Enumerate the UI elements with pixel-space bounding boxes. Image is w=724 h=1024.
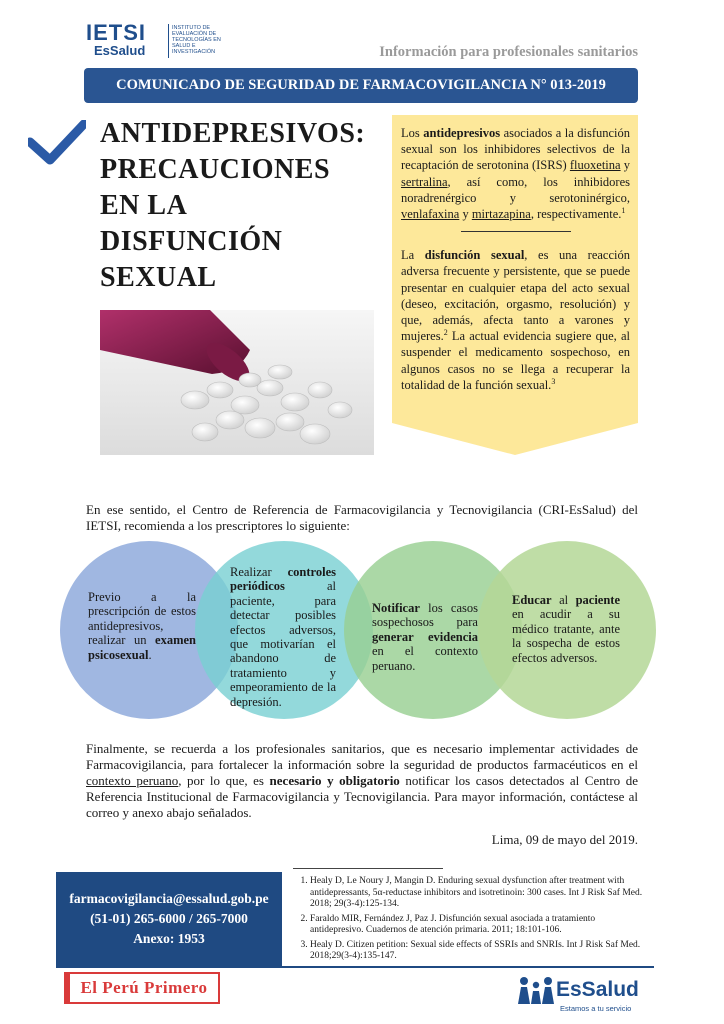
title-line-2: PRECAUCIONES (100, 154, 331, 185)
page-title (100, 116, 370, 296)
essalud-logo (516, 972, 646, 1016)
title-line-5: SEXUAL (100, 262, 217, 293)
callout-paragraph-2: La disfunción sexual, es una reacción adversa frecuente y persistente, que se puede presentar en cualquier etapa del acto sexual (deseo, excitación, orgasmo, resolución) y que, además, afecta tanto a varones y mujeres.$^2$ La actual evidencia sugiere que, al suspender el medicamento sospechoso, en algunos casos no se llega a recuperar la totalidad de la función sexual.$^3$ (401, 248, 630, 392)
intro-paragraph: En ese sentido, el Centro de Referencia de Farmacovigilancia y Tecnovigilancia (CRI-EsSalud) del IETSI, recomienda a los prescriptores lo siguiente: (86, 502, 638, 533)
title-line-4: DISFUNCIÓN (100, 226, 283, 257)
logo-institute-text: INSTITUTO DE EVALUACIÓN DE TECNOLOGÍAS EN SALUD E INVESTIGACIÓN (172, 25, 221, 55)
contact-annex: Anexo: 1953 (133, 931, 205, 946)
recommendation-2-text: Realizar controles periódicos al paciente, para detectar posibles efectos adversos, que motivarían el abandono de tratamiento y empeoramiento de la depresión. (230, 565, 336, 709)
document-date: Lima, 09 de mayo del 2019. (491, 832, 638, 847)
family-icon (516, 976, 556, 1004)
contact-email[interactable]: farmacovigilancia@essalud.gob.pe (69, 891, 269, 906)
pills-photo (100, 310, 374, 455)
recommendation-4-text: Educar al paciente en acudir a su médico tratante, ante la sospecha de estos efectos adversos. (512, 593, 620, 665)
reference-1: 1. Healy D, Le Noury J, Mangin D. Enduring sexual dysfunction after treatment with antidepressants, 5α-reductase inhibitors and isotretinoin: 300 cases. Int J Risk Saf Med. 2018; 29(3-4):125-134. (310, 876, 644, 911)
communique-banner: COMUNICADO DE SEGURIDAD DE FARMACOVIGILANCIA N° 013-2019 (84, 68, 638, 103)
logo-ietsi-text: IETSI (86, 20, 147, 45)
reference-2: 2. Faraldo MIR, Fernández J, Paz J. Disfunción sexual asociada a tratamiento antidepresivo. Cuadernos de atención primaria. 2011; 18:101-106. (310, 914, 644, 937)
title-line-3: EN LA (100, 190, 188, 221)
closing-paragraph: Finalmente, se recuerda a los profesionales sanitarios, que es necesario implementar actividades de Farmacovigilancia, para fortalecer la información sobre la seguridad de productos farmacéuticos en el contexto peruano, por lo que, es necesario y obligatorio notificar los casos detectados al Centro de Referencia Institucional de Farmacovigilancia y Tecnovigilancia. Para mayor información, contáctese al correo y anexo abajo señalados. (86, 741, 638, 820)
callout-separator (461, 231, 571, 232)
contact-phone: (51-01) 265-6000 / 265-7000 (90, 911, 248, 926)
footer-rule (282, 966, 654, 968)
checkmark-icon (28, 120, 86, 170)
logo-divider (168, 24, 169, 58)
ietsi-logo (86, 20, 221, 60)
logo-essalud-text: EsSalud (94, 43, 146, 58)
references (292, 876, 644, 966)
title-line-1: ANTIDEPRESIVOS: (100, 118, 366, 149)
audience-label: Información para profesionales sanitarios (379, 44, 638, 60)
el-peru-primero-logo: El Perú Primero (64, 972, 220, 1004)
info-callout (392, 115, 638, 455)
recommendation-1-text: Previo a la prescripción de estos antidepresivos, realizar un examen psicosexual. (88, 590, 196, 662)
reference-3: 3. Healy D. Citizen petition: Sexual side effects of SSRIs and SNRIs. Int J Risk Saf Med. 2018;29(3-4):135-147. (310, 940, 644, 963)
essalud-brand-text: EsSalud (556, 978, 639, 1001)
essalud-tagline: Estamos a tu servicio (560, 1004, 632, 1013)
references-rule (293, 868, 443, 869)
recommendation-3-text: Notificar los casos sospechosos para generar evidencia en el contexto peruano. (372, 601, 478, 673)
callout-paragraph-1: Los antidepresivos asociados a la disfunción sexual son los inhibidores selectivos de la recaptación de serotonina (ISRS) fluoxetina y sertralina, así como, los inhibidores noradrenérgico y serotoninérgico, venlafaxina y mirtazapina, respectivamente.$^1$ (401, 126, 631, 222)
contact-box (56, 872, 282, 968)
